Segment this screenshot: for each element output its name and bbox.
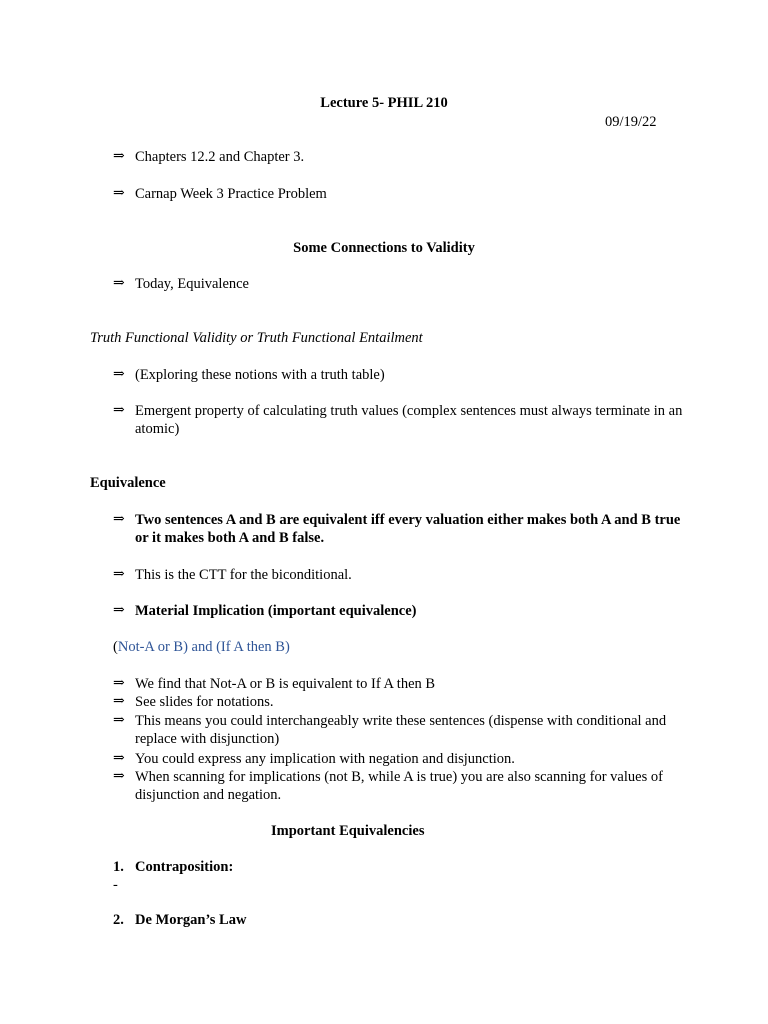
arrow-bullet-icon: ⇒ bbox=[113, 403, 125, 418]
material-implication-formula bbox=[113, 638, 290, 656]
arrow-bullet-icon: ⇒ bbox=[113, 676, 125, 691]
bullet-item: Emergent property of calculating truth values (complex sentences must always terminate in an atomic) bbox=[135, 403, 683, 437]
list-number: 2. bbox=[113, 912, 124, 928]
list-item-de-morgan: De Morgan’s Law bbox=[135, 912, 247, 928]
arrow-bullet-icon: ⇒ bbox=[113, 713, 125, 728]
arrow-bullet-icon: ⇒ bbox=[113, 567, 125, 582]
arrow-bullet-icon: ⇒ bbox=[113, 512, 125, 527]
bullet-item: When scanning for implications (not B, while A is true) you are also scanning for values of disjunction and negation. bbox=[135, 769, 663, 803]
list-number: 1. bbox=[113, 859, 124, 875]
bullet-item: You could express any implication with negation and disjunction. bbox=[135, 751, 515, 767]
bullet-item: Chapters 12.2 and Chapter 3. bbox=[135, 149, 305, 165]
page-title: Lecture 5- PHIL 210 bbox=[320, 95, 448, 111]
formula-text: Not-A or B) and (If A then B) bbox=[117, 639, 290, 655]
bullet-item: This is the CTT for the biconditional. bbox=[135, 567, 352, 583]
bullet-item: Today, Equivalence bbox=[135, 276, 249, 292]
bullet-item: We find that Not-A or B is equivalent to If A then B bbox=[135, 676, 436, 692]
bullet-item: Carnap Week 3 Practice Problem bbox=[135, 186, 327, 202]
list-item-contraposition: Contraposition: bbox=[135, 859, 234, 875]
arrow-bullet-icon: ⇒ bbox=[113, 149, 125, 164]
arrow-bullet-icon: ⇒ bbox=[113, 751, 125, 766]
section-heading-equivalence: Equivalence bbox=[90, 475, 166, 491]
arrow-bullet-icon: ⇒ bbox=[113, 276, 125, 291]
arrow-bullet-icon: ⇒ bbox=[113, 186, 125, 201]
formula-open-paren: ( bbox=[113, 639, 118, 655]
arrow-bullet-icon: ⇒ bbox=[113, 769, 125, 784]
section-heading-truth-functional: Truth Functional Validity or Truth Functional Entailment bbox=[90, 330, 423, 346]
arrow-bullet-icon: ⇒ bbox=[113, 367, 125, 382]
arrow-bullet-icon: ⇒ bbox=[113, 603, 125, 618]
bullet-item: (Exploring these notions with a truth table) bbox=[135, 367, 385, 383]
equivalence-definition: Two sentences A and B are equivalent iff every valuation either makes both A and B true or it makes both A and B false. bbox=[135, 512, 681, 546]
bullet-item: This means you could interchangeably write these sentences (dispense with conditional and replace with disjunction) bbox=[135, 713, 667, 747]
list-subitem-dash: - bbox=[113, 877, 118, 893]
material-implication-heading: Material Implication (important equivalence) bbox=[135, 603, 417, 619]
lecture-date: 09/19/22 bbox=[605, 114, 657, 130]
arrow-bullet-icon: ⇒ bbox=[113, 694, 125, 709]
section-heading-validity: Some Connections to Validity bbox=[293, 240, 475, 256]
bullet-item: See slides for notations. bbox=[135, 694, 274, 710]
section-heading-important: Important Equivalencies bbox=[271, 823, 425, 839]
